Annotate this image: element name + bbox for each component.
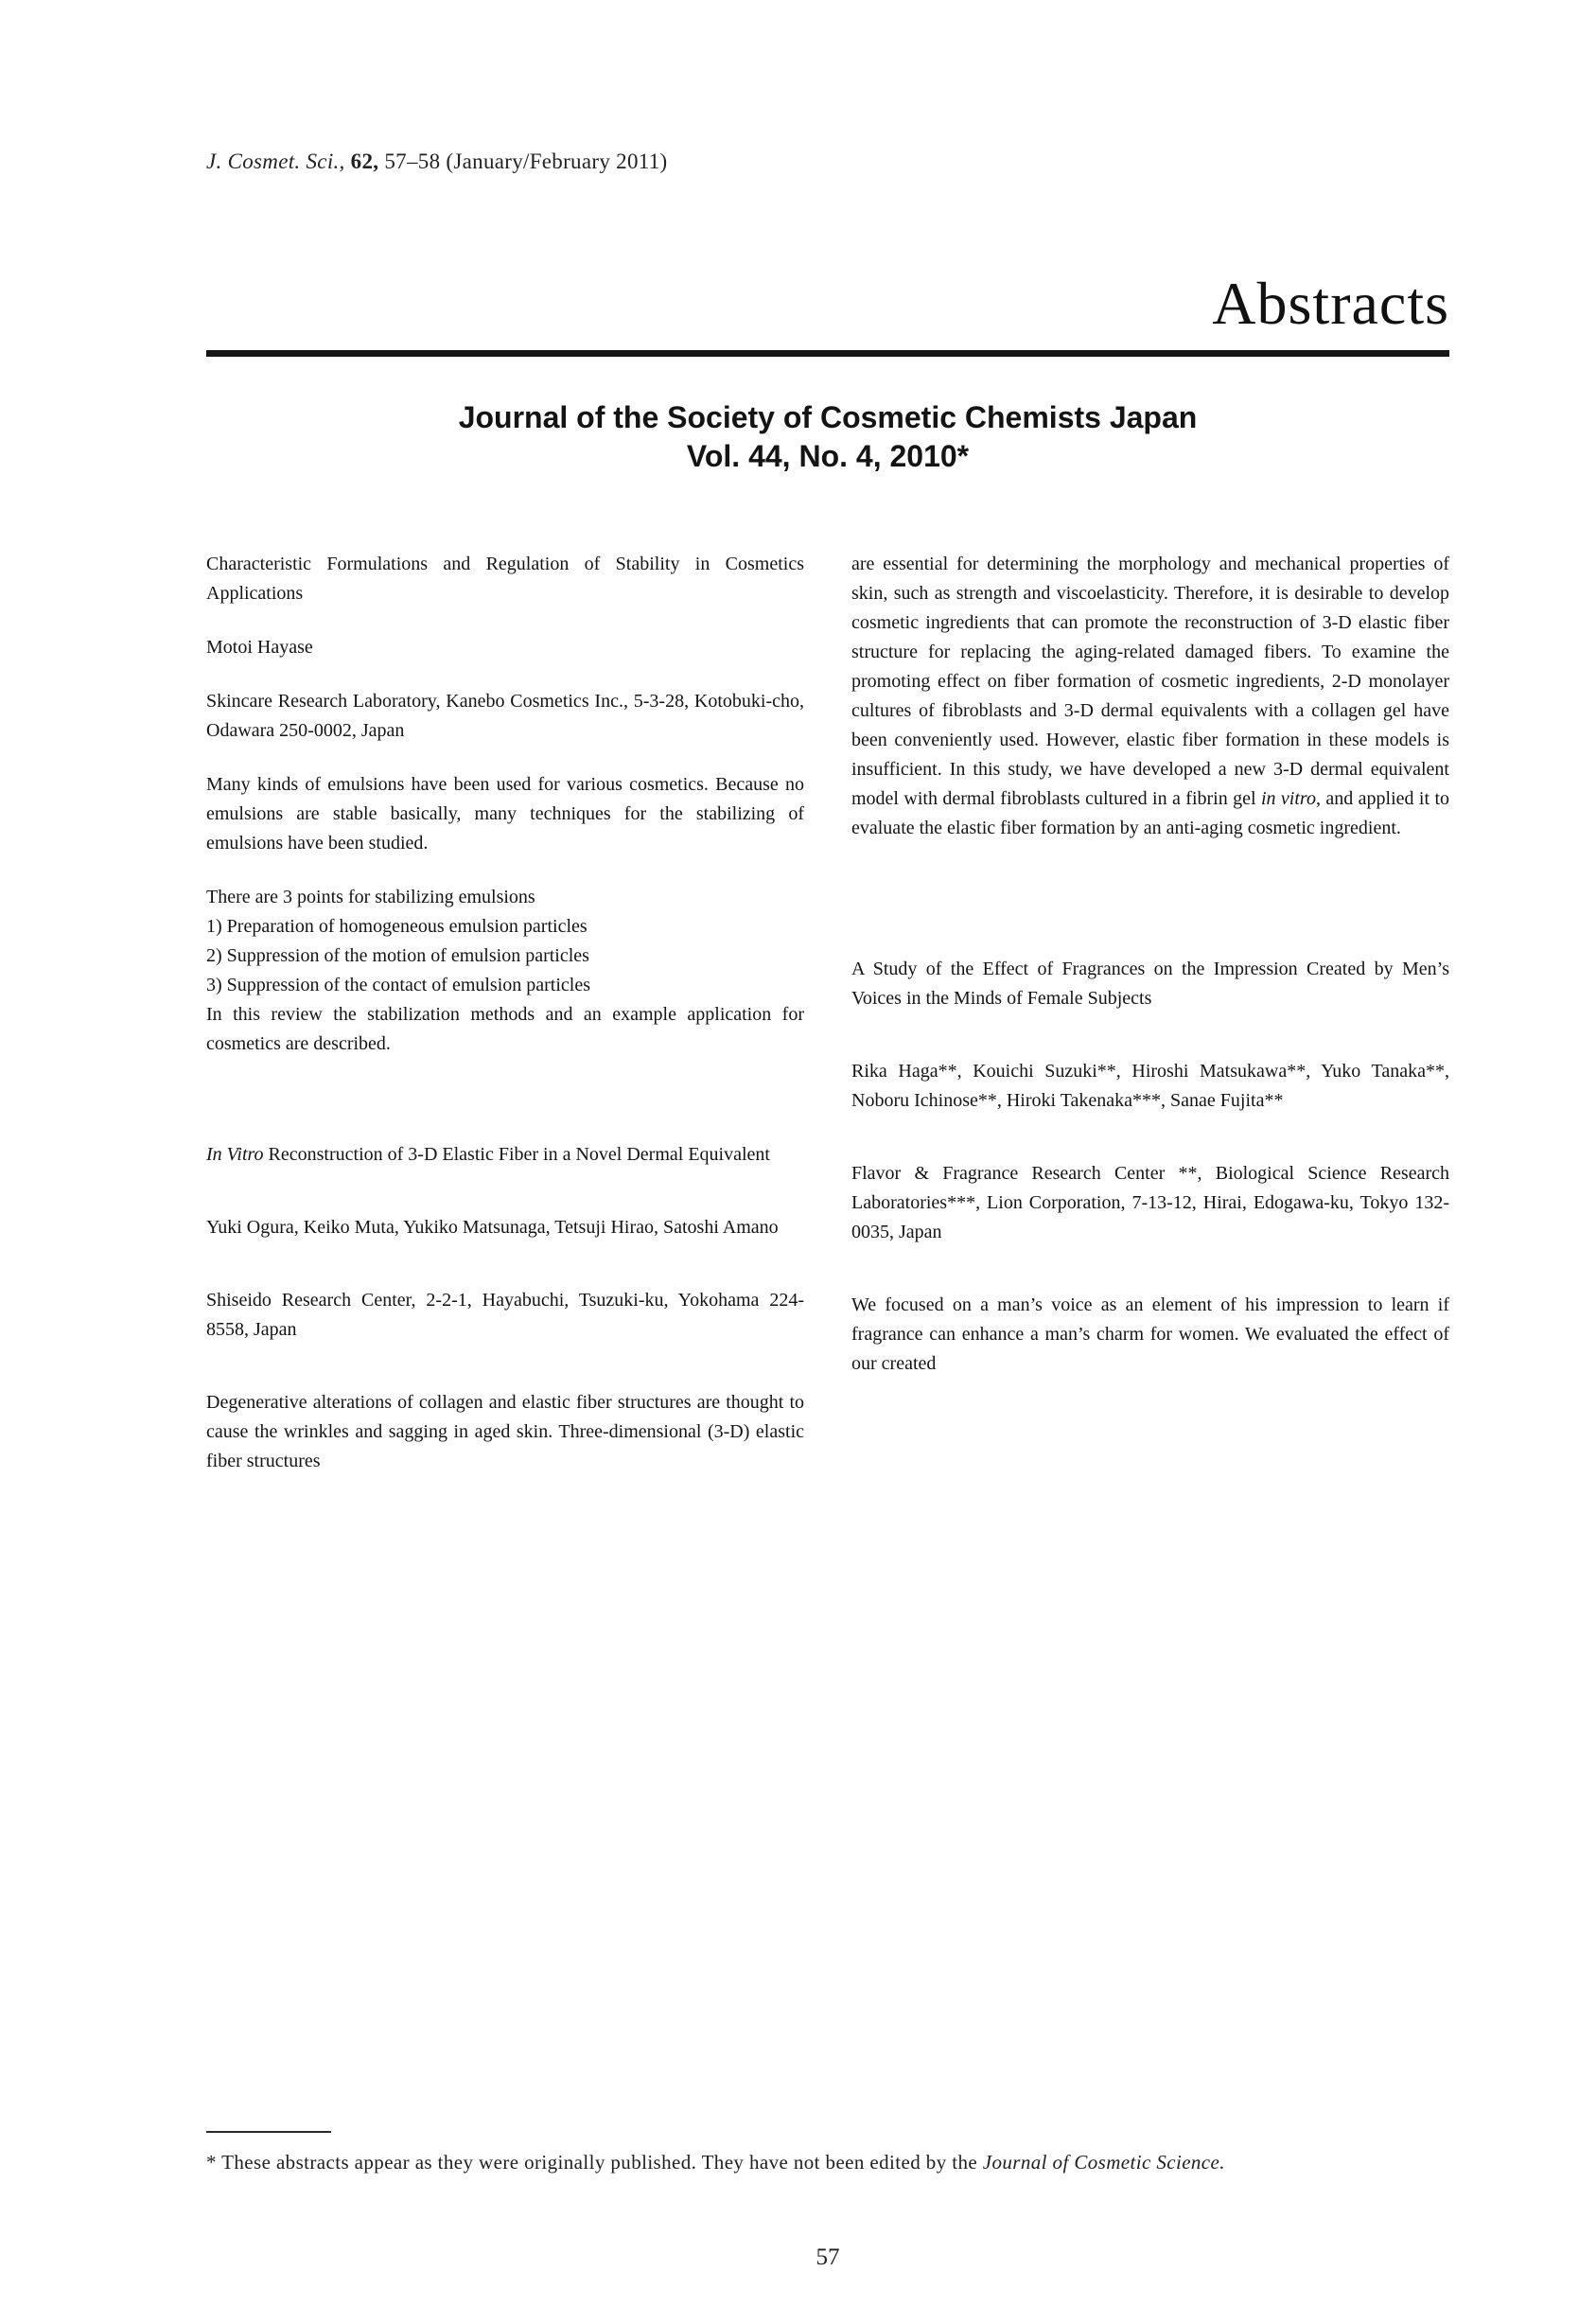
abstract2-title-italic: In Vitro — [206, 1144, 264, 1166]
page-title: Abstracts — [1212, 270, 1449, 337]
page-number: 57 — [816, 2244, 840, 2270]
journal-volume: 62, — [350, 150, 385, 173]
abstract2-affiliation: Shiseido Research Center, 2-2-1, Hayabuchi, Tsuzuki-ku, Yokohama 224-8558, Japan — [206, 1290, 804, 1341]
abstract3-affiliation: Flavor & Fragrance Research Center **, Biological Science Research Laboratories***, Lion Corporation, 7-13-12, Hirai, Edogawa-ku, Tokyo 132-0035, Japan — [851, 1163, 1449, 1243]
abstract2-body-italic: in vitro — [1260, 788, 1316, 810]
abstract2-body-after: , and applied it to evaluate the elastic fiber formation by an anti-aging cosmetic ingredient. — [851, 788, 1449, 839]
footnote-journal-name: Journal of Cosmetic Science. — [982, 2151, 1225, 2174]
section-heading — [206, 398, 1449, 476]
section-heading-volume: Vol. 44, No. 4, 2010* — [686, 439, 970, 474]
abstract1-author: Motoi Hayase — [206, 637, 313, 659]
journal-reference — [206, 0, 1449, 174]
left-column — [206, 550, 804, 1476]
abstract1-title: Characteristic Formulations and Regulation of Stability in Cosmetics Applications — [206, 554, 804, 605]
abstract1-paragraph-1: Many kinds of emulsions have been used for various cosmetics. Because no emulsions are stable basically, many techniques for the stabilizing of emulsions have been studied. — [206, 774, 804, 854]
divider-rule — [206, 350, 1449, 357]
abstract2-title-rest: Reconstruction of 3-D Elastic Fiber in a Novel Dermal Equivalent — [263, 1144, 770, 1166]
abstract1-paragraph-2 — [206, 883, 804, 1059]
footnote — [206, 2131, 1449, 2178]
right-column — [851, 550, 1449, 1476]
abstract3-body: We focused on a man’s voice as an element of his impression to learn if fragrance can enhance a man’s charm for women. We evaluated the effect of our created — [851, 1294, 1449, 1375]
abstract1-points-summary: In this review the stabilization methods and an example application for cosmetics are described. — [206, 1004, 804, 1055]
abstract1-point-3: 3) Suppression of the contact of emulsion particles — [206, 975, 591, 996]
abstract2-title — [206, 1140, 804, 1170]
footnote-rule — [206, 2131, 331, 2133]
abstract1-affiliation: Skincare Research Laboratory, Kanebo Cosmetics Inc., 5-3-28, Kotobuki-cho, Odawara 250-0002, Japan — [206, 691, 804, 742]
abstract2-body-left: Degenerative alterations of collagen and elastic fiber structures are thought to cause the wrinkles and sagging in aged skin. Three-dimensional (3-D) elastic fiber structures — [206, 1392, 804, 1472]
two-column-layout — [206, 550, 1449, 1476]
abstract3-authors: Rika Haga**, Kouichi Suzuki**, Hiroshi Matsukawa**, Yuko Tanaka**, Noboru Ichinose**, Hiroki Takenaka***, Sanae Fujita** — [851, 1061, 1449, 1112]
page-content — [206, 0, 1449, 1476]
abstract2-body-continued — [851, 550, 1449, 843]
footnote-text — [206, 2148, 1449, 2178]
abstract1-point-2: 2) Suppression of the motion of emulsion particles — [206, 945, 589, 967]
abstract2-body-before: are essential for determining the morphology and mechanical properties of skin, such as strength and viscoelasticity. Therefore, it is desirable to develop cosmetic ingredients that can promote the reconstruction of 3-D elastic fiber structure for replacing the aging-related damaged fibers. To examine the promoting effect on fiber formation of cosmetic ingredients, 2-D monolayer cultures of fibroblasts and 3-D dermal equivalents with a collagen gel have been conveniently used. However, elastic fiber formation in these models is insufficient. In this study, we have developed a new 3-D dermal equivalent model with dermal fibroblasts cultured in a fibrin gel — [851, 554, 1449, 810]
abstract3-title: A Study of the Effect of Fragrances on the Impression Created by Men’s Voices in the Minds of Female Subjects — [851, 959, 1449, 1010]
abstract2-authors: Yuki Ogura, Keiko Muta, Yukiko Matsunaga, Tetsuji Hirao, Satoshi Amano — [206, 1217, 779, 1239]
abstract1-point-1: 1) Preparation of homogeneous emulsion particles — [206, 916, 588, 938]
journal-name: J. Cosmet. Sci., — [206, 150, 351, 173]
footnote-body: These abstracts appear as they were originally published. They have not been edited by the — [221, 2151, 983, 2174]
abstract1-points-intro: There are 3 points for stabilizing emulsions — [206, 887, 535, 908]
journal-pages-date: 57–58 (January/February 2011) — [384, 150, 668, 173]
footnote-marker: * — [206, 2151, 222, 2174]
section-heading-journal: Journal of the Society of Cosmetic Chemists Japan — [458, 400, 1198, 435]
